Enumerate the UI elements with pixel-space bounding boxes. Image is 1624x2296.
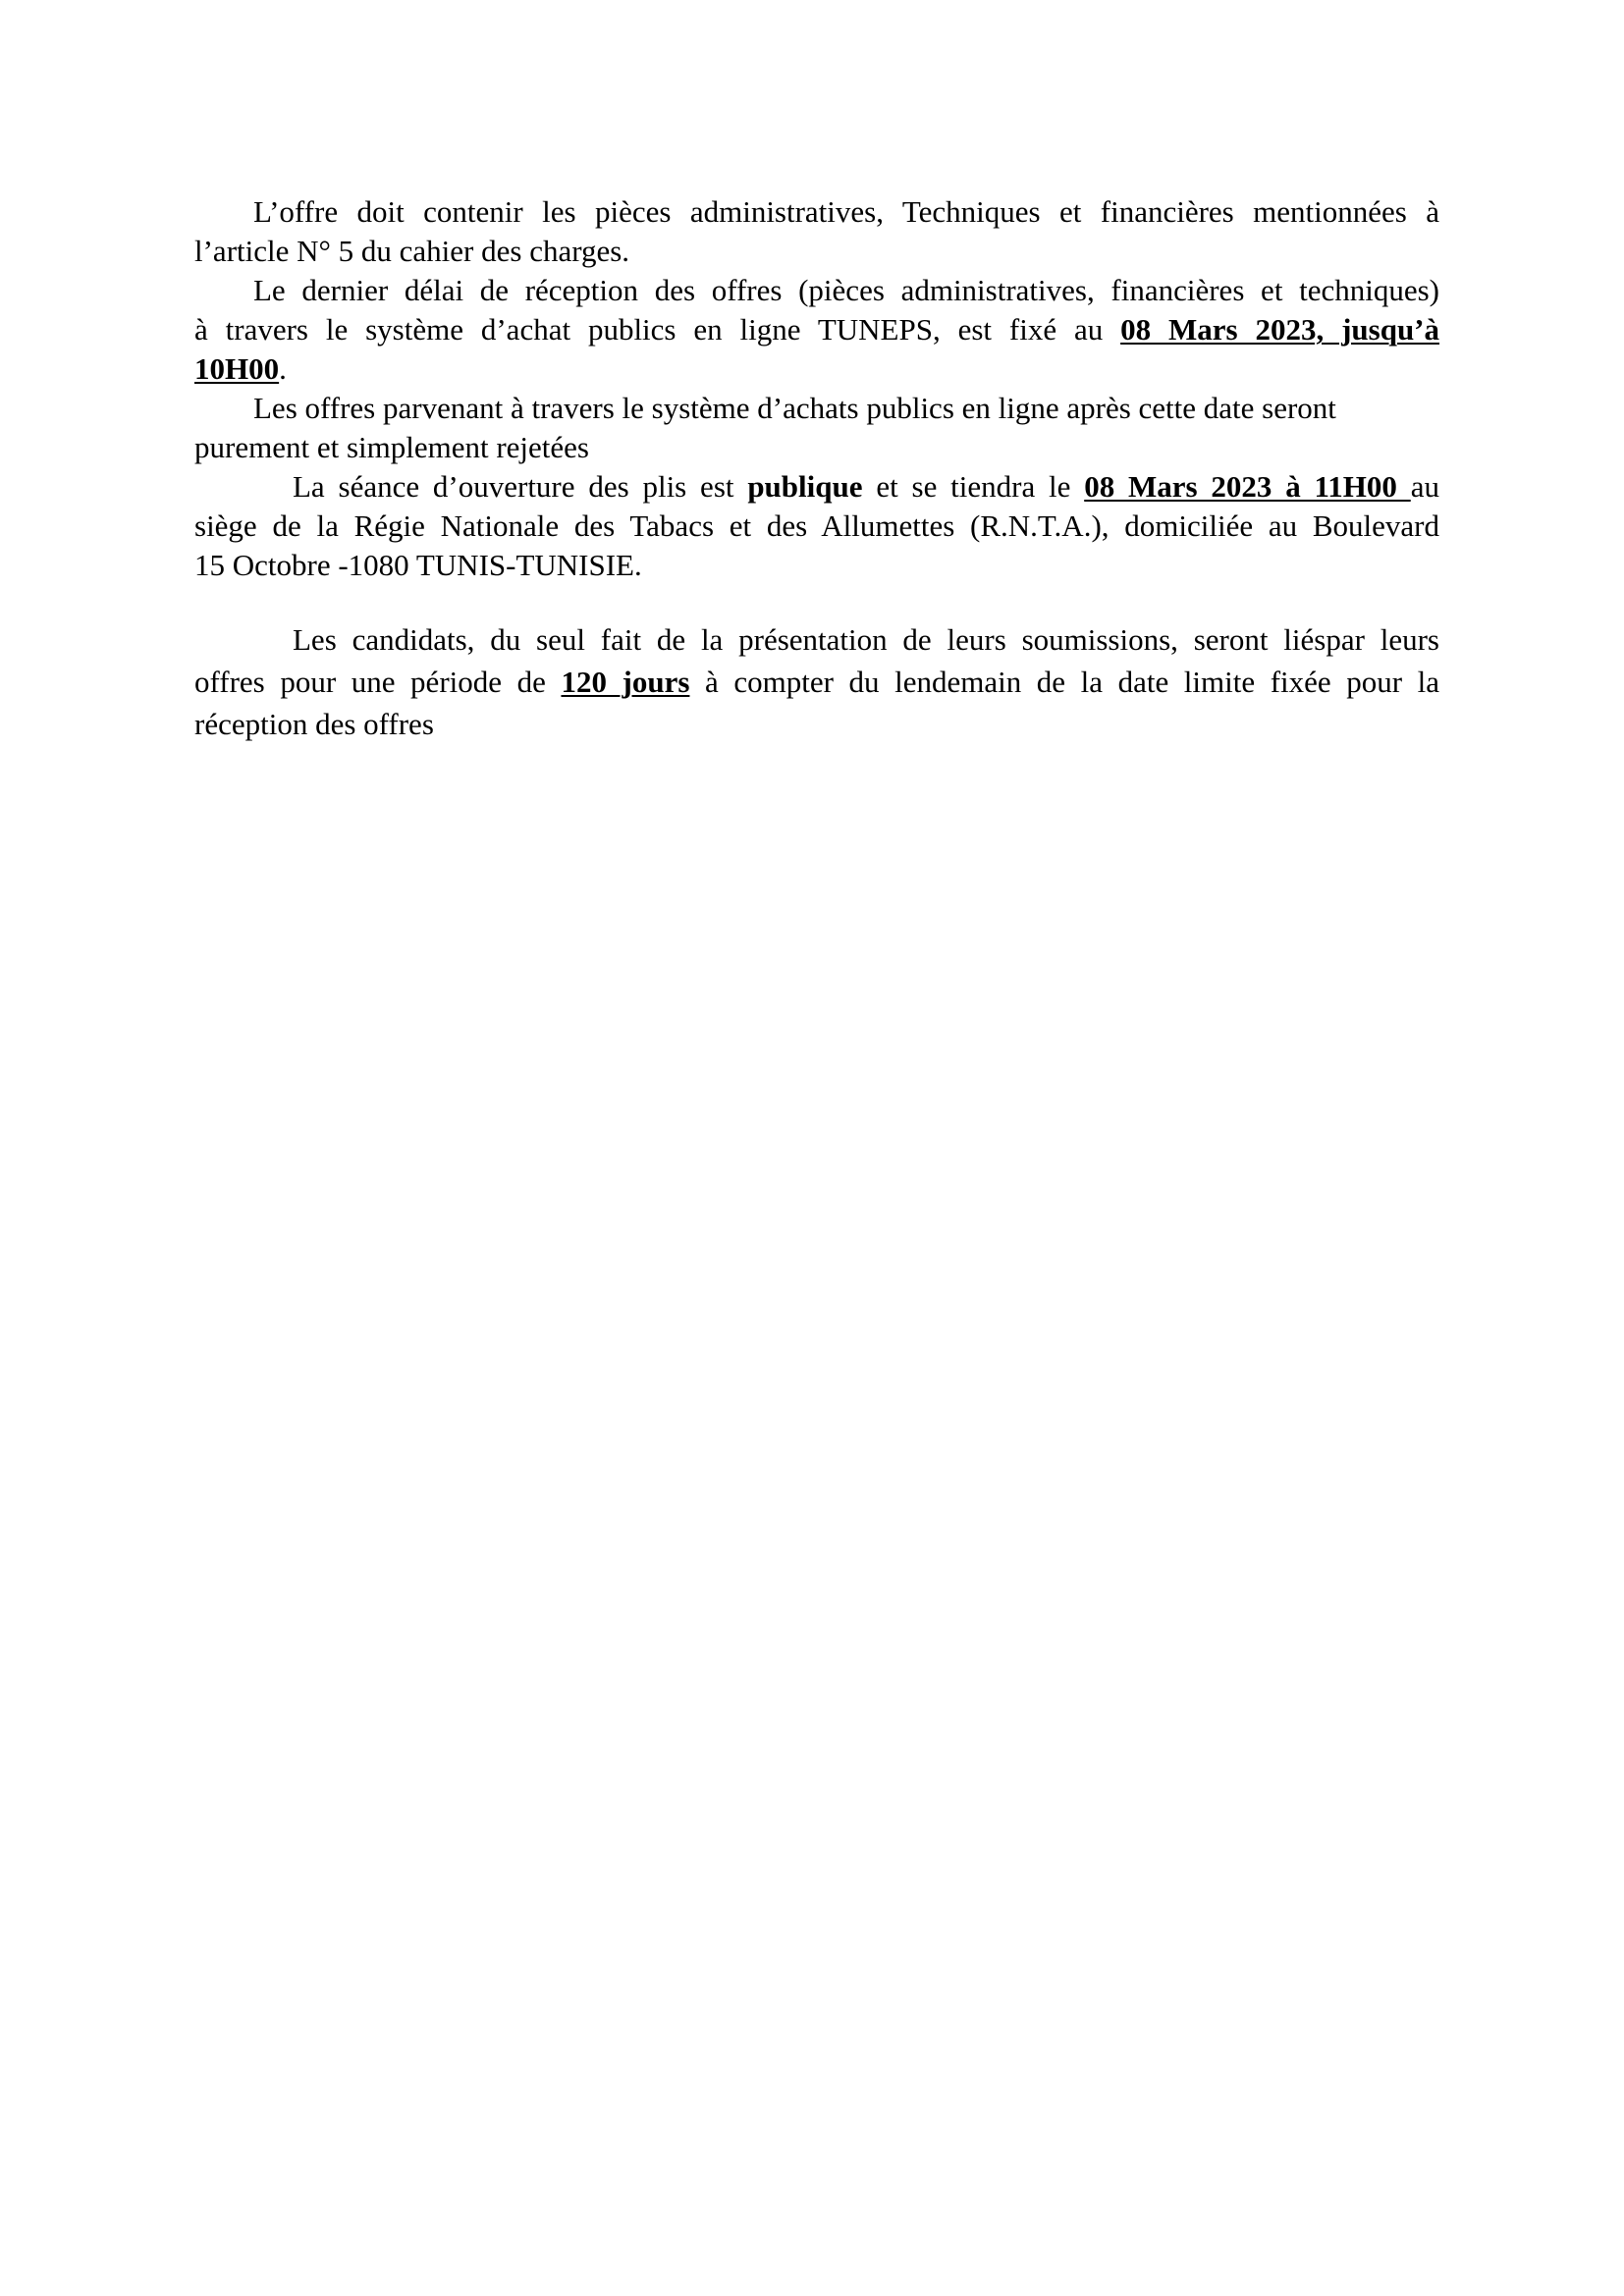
deadline-time: 10H00 [194, 351, 280, 386]
paragraph-2-line-3 [194, 349, 287, 389]
paragraph-4-text-3: au [1410, 469, 1439, 504]
opening-date: 08 Mars 2023 à 11H00 [1084, 469, 1411, 504]
public-session-label: publique [747, 469, 863, 504]
paragraph-3-text-2: purement et simplement rejetées [194, 430, 589, 464]
paragraph-2-period: . [279, 351, 287, 386]
paragraph-4-line-1 [293, 467, 1439, 507]
paragraph-2-line-2 [194, 310, 1439, 349]
paragraph-4-text-5: 15 Octobre -1080 TUNIS-TUNISIE. [194, 548, 642, 582]
paragraph-2-text-1: Le dernier délai de réception des offres (pièces administratives, financières et techniques) [253, 273, 1439, 307]
paragraph-3-line-1 [253, 389, 1336, 428]
paragraph-4-line-2 [194, 507, 1439, 546]
paragraph-1-text-2: l’article N° 5 du cahier des charges. [194, 234, 630, 268]
paragraph-4-text-2: et se tiendra le [862, 469, 1085, 504]
validity-period: 120 jours [561, 665, 690, 699]
paragraph-3-text-1: Les offres parvenant à travers le système d’achats publics en ligne après cette date seront [253, 391, 1336, 425]
paragraph-5-line-2 [194, 663, 1439, 702]
deadline-date: 08 Mars 2023, jusqu’à [1120, 312, 1440, 347]
paragraph-2-line-1 [253, 271, 1439, 310]
paragraph-5-text-2: offres pour une période de [194, 665, 562, 699]
paragraph-1-text-1: L’offre doit contenir les pièces administratives, Techniques et financières mentionnées à [253, 194, 1439, 229]
paragraph-5-text-3: à compter du lendemain de la date limite fixée pour la [689, 665, 1440, 699]
paragraph-1-line-2 [194, 232, 629, 271]
paragraph-5-line-1 [293, 620, 1439, 660]
paragraph-5-line-3 [194, 705, 434, 744]
paragraph-5-text-4: réception des offres [194, 707, 434, 741]
paragraph-1-line-1 [253, 192, 1439, 232]
paragraph-3-line-2 [194, 428, 589, 467]
paragraph-4-text-1: La séance d’ouverture des plis est [293, 469, 748, 504]
paragraph-2-text-2: à travers le système d’achat publics en ligne TUNEPS, est fixé au [194, 312, 1121, 347]
paragraph-4-line-3 [194, 546, 642, 585]
paragraph-4-text-4: siège de la Régie Nationale des Tabacs et des Allumettes (R.N.T.A.), domiciliée au Boulevard [194, 508, 1439, 543]
paragraph-5-text-1: Les candidats, du seul fait de la présentation de leurs soumissions, seront liéspar leurs [293, 622, 1439, 657]
